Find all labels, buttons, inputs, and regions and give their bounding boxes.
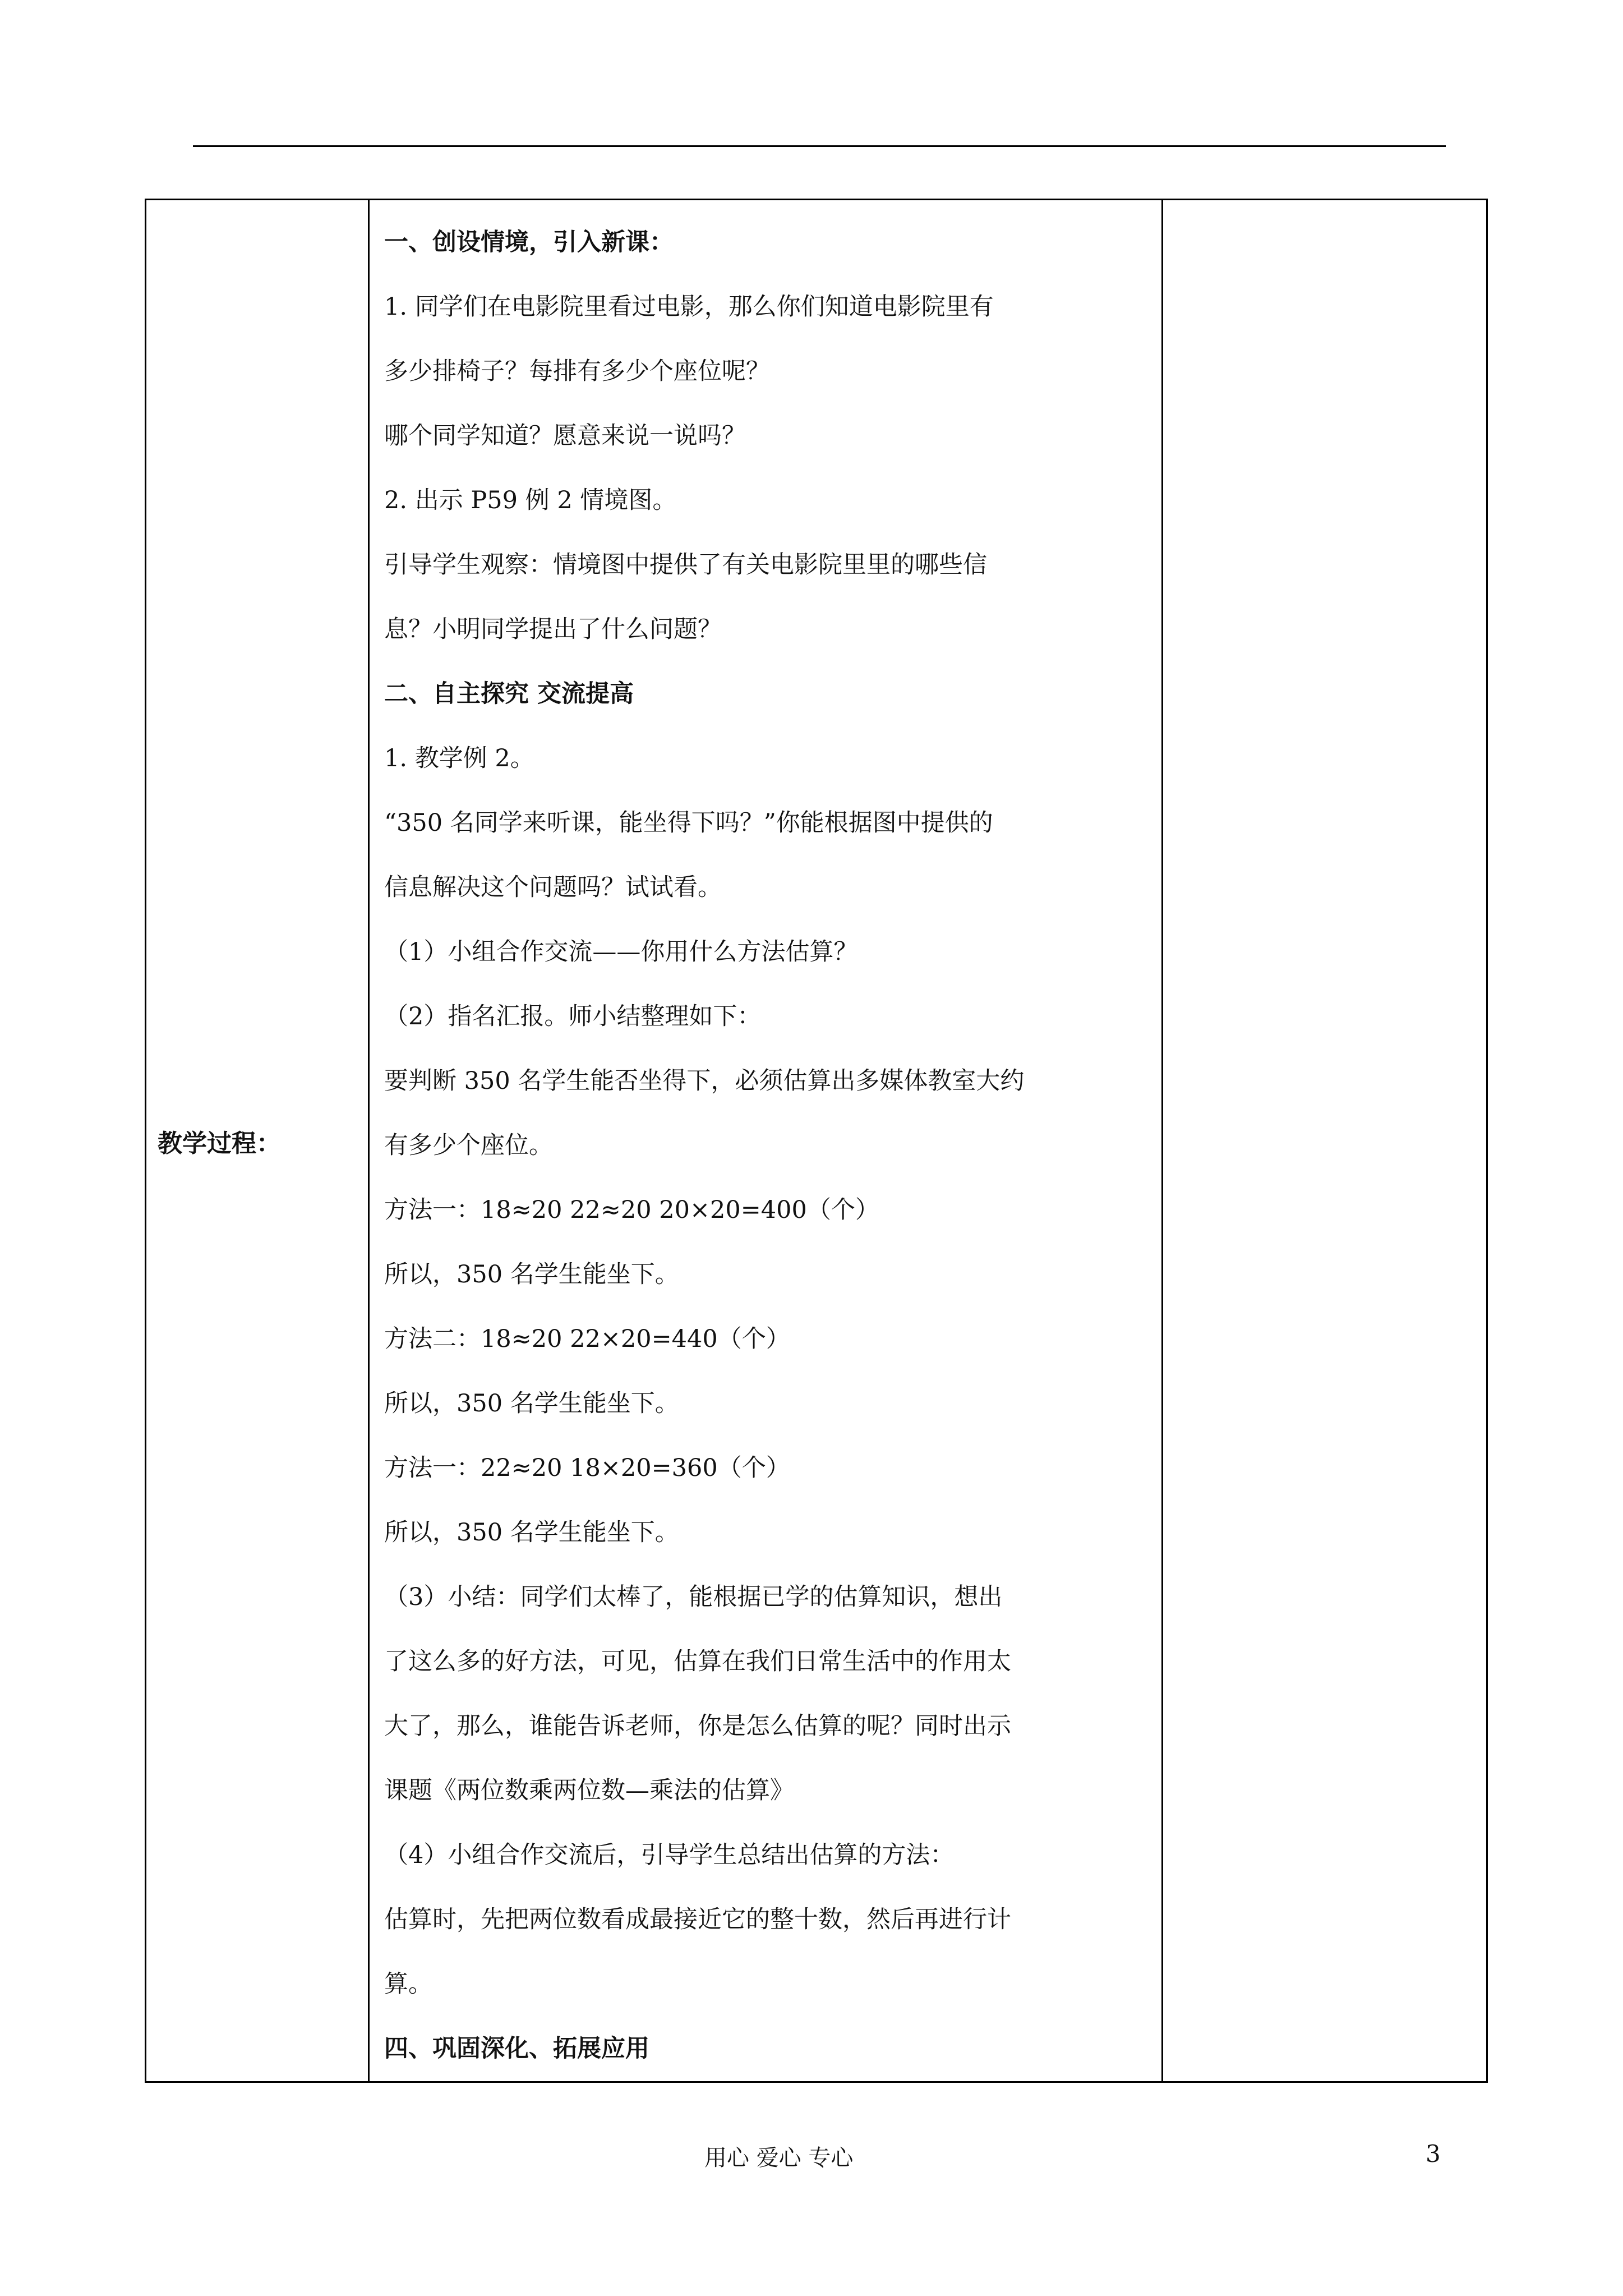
content-line: 信息解决这个问题吗？试试看。: [384, 873, 722, 901]
section-heading: 一、创设情境，引入新课：: [384, 228, 674, 256]
content-line: 要判断 350 名学生能否坐得下，必须估算出多媒体教室大约: [384, 1067, 1025, 1095]
page-number: 3: [1426, 2140, 1441, 2168]
content-line: 大了，那么，谁能告诉老师，你是怎么估算的呢？同时出示: [384, 1712, 1011, 1740]
row-label: 教学过程：: [158, 1129, 281, 1158]
content-line: 算。: [384, 1970, 432, 1998]
content-line: （2）指名汇报。师小结整理如下：: [384, 1002, 762, 1030]
content-line: 1. 教学例 2。: [384, 744, 534, 772]
content-line: 了这么多的好方法，可见，估算在我们日常生活中的作用太: [384, 1648, 1011, 1676]
notes-cell: [1163, 200, 1487, 2082]
content-line: （3）小结：同学们太棒了，能根据已学的估算知识，想出: [384, 1583, 1003, 1611]
content-line: 课题《两位数乘两位数—乘法的估算》: [384, 1777, 794, 1805]
content-cell: [369, 200, 1163, 2082]
content-line: 所以，350 名学生能坐下。: [384, 1260, 679, 1289]
label-cell: [146, 200, 369, 2082]
section-heading: 二、自主探究 交流提高: [384, 680, 634, 708]
content-line: 1. 同学们在电影院里看过电影，那么你们知道电影院里有: [384, 293, 994, 321]
footer-text: 用心 爱心 专心: [704, 2145, 854, 2171]
content-line: 哪个同学知道？愿意来说一说吗？: [384, 422, 746, 450]
content-line: 多少排椅子？每排有多少个座位呢？: [384, 357, 770, 385]
content-line: 2. 出示 P59 例 2 情境图。: [384, 486, 677, 514]
header-rule: [193, 145, 1446, 147]
content-line: 所以，350 名学生能坐下。: [384, 1519, 679, 1547]
content-line: 方法二：18≈20 22×20=440（个）: [384, 1325, 790, 1353]
content-line: 方法一：18≈20 22≈20 20×20=400（个）: [384, 1196, 879, 1224]
table-row: [146, 200, 1487, 2082]
content-line: 方法一：22≈20 18×20=360（个）: [384, 1454, 790, 1482]
content-line: 息？小明同学提出了什么问题？: [384, 615, 722, 643]
content-line: （1）小组合作交流——你用什么方法估算？: [384, 938, 858, 966]
content-line: “350 名同学来听课，能坐得下吗？”你能根据图中提供的: [384, 809, 993, 837]
section-heading: 四、巩固深化、拓展应用: [384, 2035, 649, 2063]
content-line: 有多少个座位。: [384, 1131, 553, 1159]
content-line: 估算时，先把两位数看成最接近它的整十数，然后再进行计: [384, 1906, 1011, 1934]
lesson-table: [145, 199, 1488, 2083]
content-line: 引导学生观察：情境图中提供了有关电影院里里的哪些信: [384, 551, 987, 579]
content-lines: [384, 210, 1150, 2081]
content-line: 所以，350 名学生能坐下。: [384, 1389, 679, 1418]
content-line: （4）小组合作交流后，引导学生总结出估算的方法：: [384, 1841, 955, 1869]
